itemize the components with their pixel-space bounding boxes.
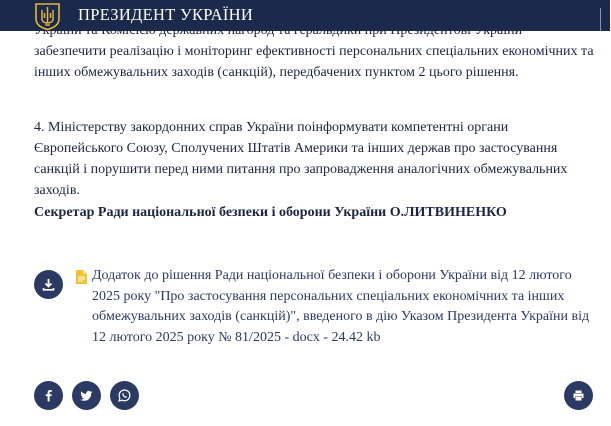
twitter-share-button[interactable] [72,381,101,410]
whatsapp-icon [118,389,131,402]
decision-paragraph-3: забезпечити реалізацію і моніторинг ефективності персональних спеціальних економічних та інших обмежувальних заходів (санкцій), передбачених пунктом 2 цього рішення. [34,44,594,80]
download-button[interactable] [34,270,63,299]
facebook-share-button[interactable] [34,381,63,410]
site-header [0,0,610,31]
attachment-link[interactable]: Додаток до рішення Ради національної безпеки і оборони України від 12 лютого 2025 року "Про застосування персональних спеціальних економічних та інших обмежувальних заходів (санкцій)", введеного в дію Указом Президента України від 12 лютого 2025 року № 81/2025 - docx - 24.42 kb [92,268,590,345]
decision-paragraph-4: 4. Міністерству закордонних справ України поінформувати компетентні органи Європейського Союзу, Сполучених Штатів Америки та інших держав про застосування санкцій і порушити перед ними питання про запровадження аналогічних обмежувальних заходів. [34,120,568,198]
decision-text-clip [0,31,610,117]
facebook-icon [42,389,55,402]
print-button[interactable] [564,381,593,410]
header-divider [600,8,611,31]
printer-icon [572,389,585,402]
download-icon [42,278,55,291]
whatsapp-share-button[interactable] [110,381,139,410]
attachment-item [34,266,594,346]
trident-coat-of-arms-icon[interactable] [34,2,61,30]
twitter-icon [80,389,93,402]
document-file-icon [76,270,87,284]
signature-line: Секретар Ради національної безпеки і оборони України О.ЛИТВИНЕНКО [34,205,507,220]
site-title[interactable]: ПРЕЗИДЕНТ УКРАЇНИ [78,5,254,24]
